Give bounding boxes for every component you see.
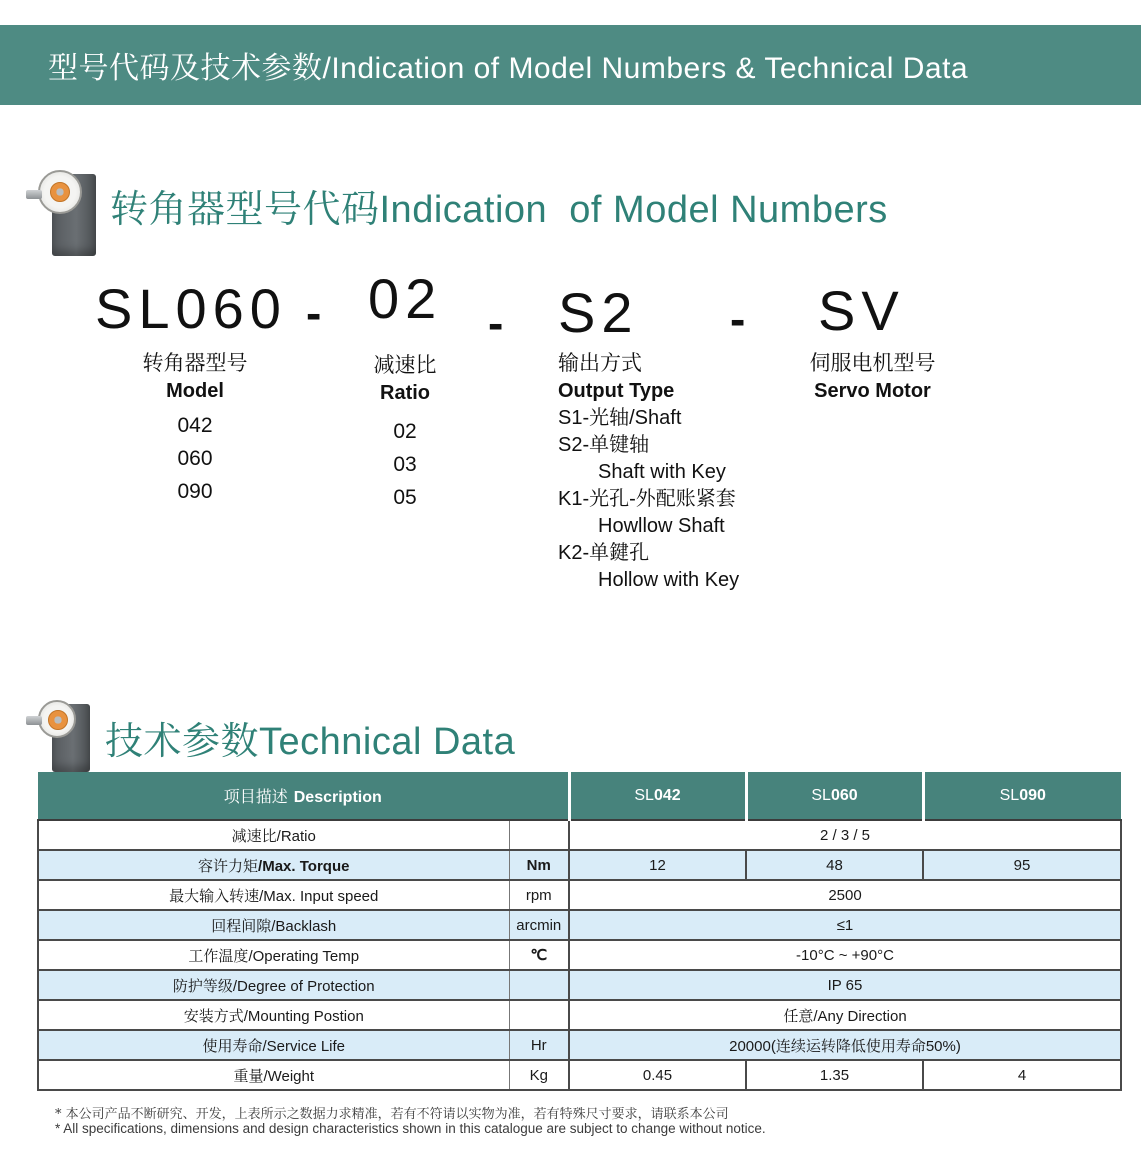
footnote-chinese: * 本公司产品不断研究、开发，上表所示之数据力求精准，若有不符请以实物为准，若有特殊尺寸要求，请联系本公司 bbox=[55, 1107, 729, 1122]
ratio-label-cn: 减速比 bbox=[373, 353, 437, 377]
table-row-max-torque bbox=[38, 850, 1121, 880]
servo-label-cn: 伺服电机型号 bbox=[809, 351, 936, 375]
output-option: K2-单鍵孔 bbox=[558, 542, 650, 564]
column-header-sl060 bbox=[746, 772, 923, 820]
row-unit bbox=[509, 970, 569, 1000]
model-option: 042 bbox=[177, 414, 213, 437]
ratio-label-en: Ratio bbox=[380, 382, 430, 404]
row-value: ≤1 bbox=[569, 910, 1121, 940]
row-unit: rpm bbox=[509, 880, 569, 910]
description-header bbox=[38, 772, 569, 820]
table-row-degree-of-protection bbox=[38, 970, 1121, 1000]
model-label-en: Model bbox=[166, 380, 224, 402]
row-value: 任意/Any Direction bbox=[569, 1000, 1121, 1030]
code-dash-3: - bbox=[730, 293, 746, 345]
column-header-sl042 bbox=[569, 772, 746, 820]
ratio-option: 05 bbox=[393, 486, 417, 509]
technical-data-heading: 技术参数Technical Data bbox=[105, 721, 516, 763]
footnote-english: * All specifications, dimensions and design characteristics shown in this catalogue are subject to change without notice. bbox=[55, 1121, 766, 1136]
ratio-column bbox=[330, 350, 480, 514]
row-label: 使用寿命/Service Life bbox=[38, 1030, 509, 1060]
output-label-en: Output Type bbox=[558, 380, 675, 402]
row-value: 2500 bbox=[569, 880, 1121, 910]
row-unit bbox=[509, 820, 569, 850]
row-value-sl060: 1.35 bbox=[746, 1060, 923, 1090]
table-header-row bbox=[38, 772, 1121, 820]
code-servo: SV bbox=[818, 279, 905, 342]
table-row-backlash bbox=[38, 910, 1121, 940]
gearbox-hub bbox=[48, 710, 68, 730]
model-numbers-heading: 转角器型号代码Indication of Model Numbers bbox=[110, 189, 888, 231]
code-output: S2 bbox=[558, 281, 639, 344]
gearbox-product-icon bbox=[36, 698, 106, 776]
gearbox-hub bbox=[50, 182, 70, 202]
description-header-en: Description bbox=[293, 789, 382, 806]
output-option: K1-光孔-外配账紧套 bbox=[558, 488, 736, 510]
code-model: SL060 bbox=[95, 277, 287, 340]
row-value: 2 / 3 / 5 bbox=[569, 820, 1121, 850]
row-unit: arcmin bbox=[509, 910, 569, 940]
model-column bbox=[85, 348, 305, 508]
row-unit: Kg bbox=[509, 1060, 569, 1090]
ratio-option: 02 bbox=[393, 420, 417, 443]
code-dash-1: - bbox=[306, 287, 322, 339]
model-number: 060 bbox=[830, 786, 858, 804]
row-unit: Hr bbox=[509, 1030, 569, 1060]
model-option: 060 bbox=[177, 447, 213, 470]
row-value: IP 65 bbox=[569, 970, 1121, 1000]
output-option: Howllow Shaft bbox=[598, 515, 725, 537]
output-option: S2-单键轴 bbox=[558, 434, 650, 456]
row-value-sl042: 0.45 bbox=[569, 1060, 746, 1090]
model-prefix: SL bbox=[999, 786, 1020, 804]
code-ratio: 02 bbox=[368, 267, 443, 330]
row-unit: ℃ bbox=[509, 940, 569, 970]
model-label-cn: 转角器型号 bbox=[142, 351, 248, 375]
model-prefix: SL bbox=[811, 786, 831, 804]
row-label: 容许力矩/Max. Torque bbox=[38, 850, 509, 880]
output-option: Hollow with Key bbox=[598, 569, 740, 591]
gearbox-shaft bbox=[26, 190, 42, 199]
row-label: 防护等级/Degree of Protection bbox=[38, 970, 509, 1000]
model-number: 042 bbox=[653, 786, 681, 804]
description-header-cn: 项目描述 bbox=[223, 789, 288, 806]
row-label: 重量/Weight bbox=[38, 1060, 509, 1090]
row-label: 回程间隙/Backlash bbox=[38, 910, 509, 940]
servo-motor-column bbox=[785, 348, 960, 405]
gearbox-product-icon bbox=[36, 168, 112, 260]
model-number: 090 bbox=[1019, 786, 1046, 804]
model-prefix: SL bbox=[634, 786, 654, 804]
column-header-sl090 bbox=[923, 772, 1121, 820]
ratio-option: 03 bbox=[393, 453, 417, 476]
table-row-max-input-speed bbox=[38, 880, 1121, 910]
gearbox-flange bbox=[38, 170, 82, 214]
output-type-column bbox=[558, 348, 818, 594]
gearbox-shaft bbox=[26, 716, 42, 725]
technical-data-table bbox=[37, 772, 1122, 1091]
page-title: 型号代码及技术参数/Indication of Model Numbers & Technical Data bbox=[48, 52, 969, 85]
ratio-options bbox=[330, 415, 480, 514]
row-label: 工作温度/Operating Temp bbox=[38, 940, 509, 970]
row-unit bbox=[509, 1000, 569, 1030]
table-row-ratio bbox=[38, 820, 1121, 850]
row-value: 20000(连续运转降低使用寿命50%) bbox=[569, 1030, 1121, 1060]
table-row-operating-temp bbox=[38, 940, 1121, 970]
model-option: 090 bbox=[177, 480, 213, 503]
model-options bbox=[85, 409, 305, 508]
output-option: S1-光轴/Shaft bbox=[558, 407, 682, 429]
row-value-sl042: 12 bbox=[569, 850, 746, 880]
row-label: 最大输入转速/Max. Input speed bbox=[38, 880, 509, 910]
output-label-cn: 输出方式 bbox=[558, 351, 642, 375]
row-unit: Nm bbox=[509, 850, 569, 880]
row-value-sl060: 48 bbox=[746, 850, 923, 880]
table-row-weight bbox=[38, 1060, 1121, 1090]
table-row-mounting-position bbox=[38, 1000, 1121, 1030]
row-value: -10°C ~ +90°C bbox=[569, 940, 1121, 970]
servo-label-en: Servo Motor bbox=[814, 380, 931, 402]
row-label: 安装方式/Mounting Postion bbox=[38, 1000, 509, 1030]
row-value-sl090: 95 bbox=[923, 850, 1121, 880]
row-label: 减速比/Ratio bbox=[38, 820, 509, 850]
table-row-service-life bbox=[38, 1030, 1121, 1060]
page-title-bar bbox=[0, 25, 1141, 105]
output-option: Shaft with Key bbox=[598, 461, 726, 483]
gearbox-flange bbox=[38, 700, 76, 738]
row-value-sl090: 4 bbox=[923, 1060, 1121, 1090]
code-dash-2: - bbox=[488, 297, 504, 349]
